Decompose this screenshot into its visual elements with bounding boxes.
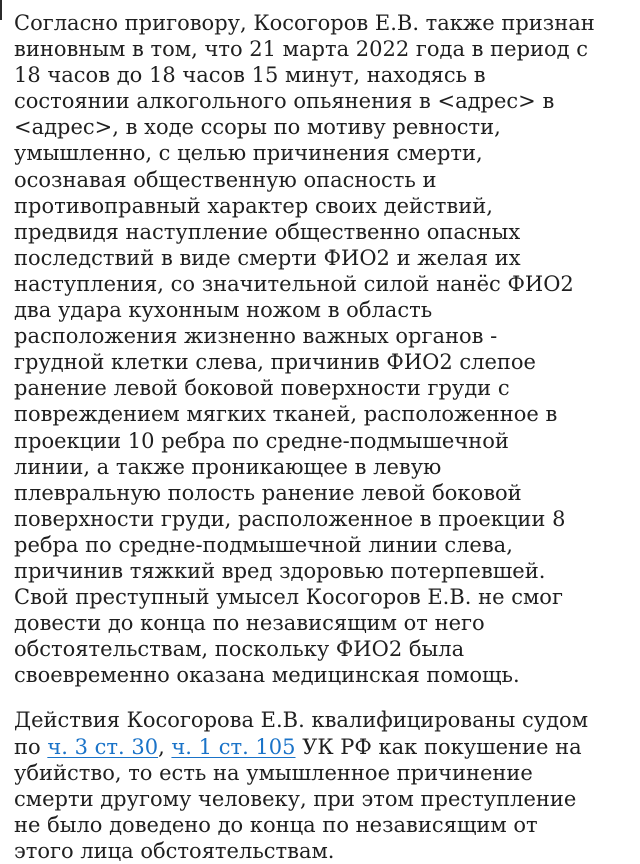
qualification-text-end: УК РФ как покушение на убийство, то есть на умышленное причинение смерти другому человеку, при этом преступление не было доведено до конца по независящим от этого лица обстоятельствам. (14, 734, 582, 863)
scroll-edge-marker (0, 0, 2, 20)
paragraph-spacer (14, 688, 628, 707)
qualification-text-start: Действия Косогорова Е.В. квалифицированы судом по (14, 708, 589, 759)
law-link-part1-art105[interactable]: ч. 1 ст. 105 (171, 734, 296, 759)
law-link-part3-art30[interactable]: ч. 3 ст. 30 (47, 734, 159, 759)
article-body (14, 10, 628, 864)
paragraph-verdict: Согласно приговору, Косогоров Е.В. также признан виновным в том, что 21 марта 2022 года в период с 18 часов до 18 часов 15 минут, находясь в состоянии алкогольного опьянения в <адрес> в <адрес>, в ходе ссоры по мотиву ревности, умышленно, с целью причинения смерти, осознавая общественную опасность и противоправный характер своих действий, предвидя наступление общественно опасных последствий в виде смерти ФИО2 и желая их наступления, со значительной силой нанёс ФИО2 два удара кухонным ножом в область расположения жизненно важных органов - грудной клетки слева, причинив ФИО2 слепое ранение левой боковой поверхности груди с повреждением мягких тканей, расположенное в проекции 10 ребра по средне-подмышечной линии, а также проникающее в левую плевральную полость ранение левой боковой поверхности груди, расположенное в проекции 8 ребра по средне-подмышечной линии слева, причинив тяжкий вред здоровью потерпевшей. Свой преступный умысел Косогоров Е.В. не смог довести до конца по независящим от него обстоятельствам, поскольку ФИО2 была своевременно оказана медицинская помощь. (14, 11, 595, 688)
link-separator: , (158, 734, 172, 759)
paragraph-qualification (14, 707, 628, 864)
